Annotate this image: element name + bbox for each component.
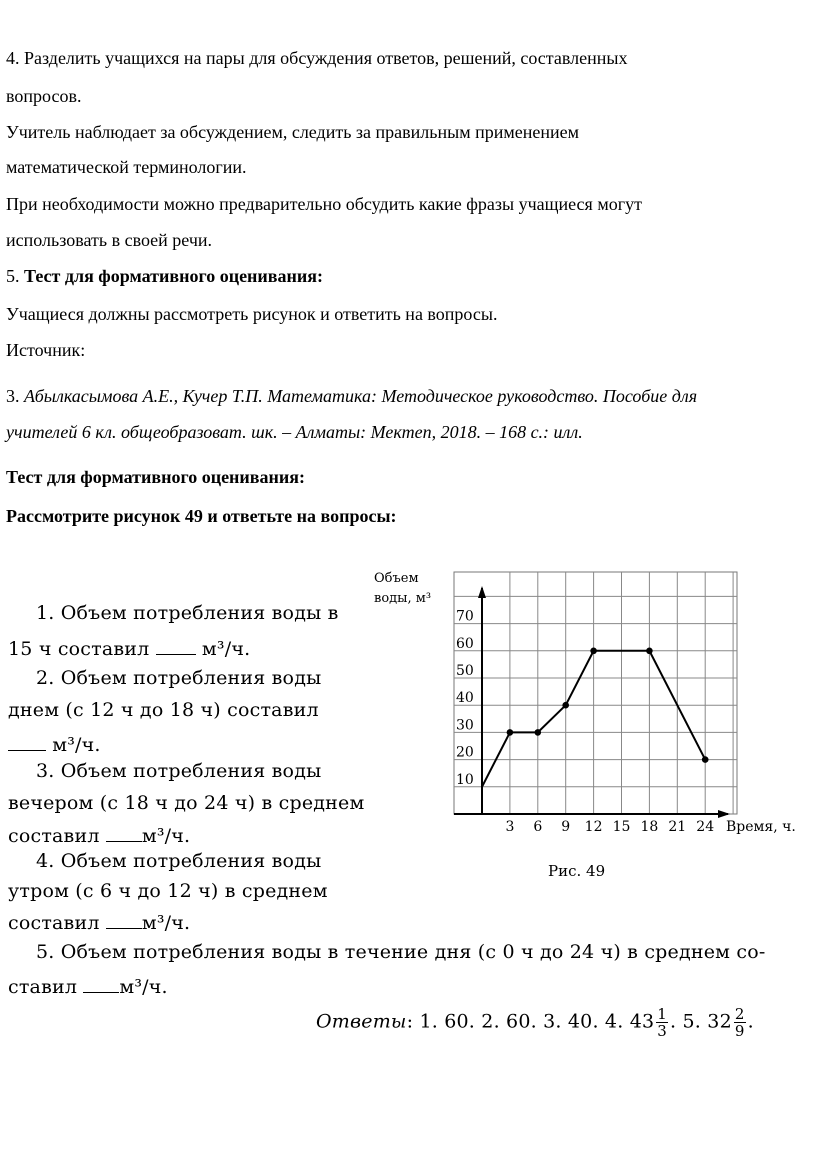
- answer-blank: [156, 635, 196, 655]
- task-text: составил: [8, 825, 100, 847]
- y-tick-label: 20: [456, 744, 474, 761]
- section-title: Тест для формативного оценивания:: [24, 266, 323, 286]
- reference-number: 3.: [6, 386, 20, 406]
- task-text: составил: [8, 912, 100, 934]
- task-5-line: 5. Объем потребления воды в течение дня (с 0 ч до 24 ч) в среднем со-: [36, 941, 766, 963]
- fraction-numerator: 2: [734, 1005, 745, 1023]
- data-point: [590, 648, 597, 655]
- task-1-line: [8, 635, 250, 660]
- text-line: При необходимости можно предварительно обсудить какие фразы учащиеся могут: [6, 194, 642, 214]
- text-line: Источник:: [6, 340, 86, 360]
- reference-text: Абылкасымова А.Е., Кучер Т.П. Математика: Методическое руководство. Пособие для: [24, 386, 698, 406]
- data-point: [646, 648, 653, 655]
- data-point: [507, 729, 514, 736]
- grid-frame: [454, 572, 737, 814]
- fraction: [656, 1006, 668, 1039]
- answer-blank: [8, 731, 46, 751]
- task-2-line: [8, 731, 101, 756]
- section-heading: [6, 266, 323, 287]
- task-3-line: вечером (с 18 ч до 24 ч) в среднем: [8, 792, 365, 814]
- data-point: [562, 702, 569, 709]
- y-axis-arrow: [478, 586, 486, 598]
- text-line: математической терминологии.: [6, 157, 247, 177]
- x-tick-label: 21: [668, 819, 687, 835]
- x-tick-label: 15: [612, 819, 631, 835]
- x-axis-arrow: [718, 810, 730, 818]
- y-tick-label: 10: [456, 771, 474, 788]
- answer-blank: [106, 822, 142, 842]
- y-tick-label: 50: [456, 663, 474, 679]
- chart-axes: [454, 586, 730, 818]
- x-axis-label: Время, ч.: [726, 819, 796, 835]
- fraction-denominator: 9: [734, 1022, 745, 1040]
- answers-label: Ответы: [316, 1010, 407, 1033]
- task-4-line: 4. Объем потребления воды: [36, 850, 322, 872]
- task-4-line: утром (с 6 ч до 12 ч) в среднем: [8, 880, 328, 902]
- x-tick-label: 6: [533, 819, 543, 835]
- task-text: ставил: [8, 976, 78, 998]
- text-line: Учащиеся должны рассмотреть рисунок и ответить на вопросы.: [6, 304, 498, 324]
- heading: Тест для формативного оценивания:: [6, 467, 305, 487]
- task-2-line: днем (с 12 ч до 18 ч) составил: [8, 699, 319, 721]
- y-axis-label: Объем: [374, 571, 419, 586]
- task-text: м³/ч.: [119, 976, 168, 998]
- task-text: м³/ч.: [141, 825, 191, 847]
- task-text: м³/ч.: [141, 912, 191, 934]
- fraction: [734, 1006, 746, 1039]
- y-tick-label: 40: [456, 690, 474, 707]
- task-2-line: 2. Объем потребления воды: [36, 667, 322, 689]
- section-number: 5.: [6, 266, 20, 286]
- chart-ticks: [456, 609, 714, 835]
- task-text: м³/ч.: [52, 734, 101, 756]
- task-4-line: [8, 909, 190, 934]
- x-tick-label: 9: [561, 819, 571, 835]
- y-tick-label: 70: [456, 608, 474, 625]
- answers-values: .: [747, 1010, 754, 1033]
- x-tick-label: 18: [640, 819, 659, 835]
- task-1-line: 1. Объем потребления воды в: [36, 602, 339, 624]
- text-line: Учитель наблюдает за обсуждением, следить за правильным применением: [6, 122, 579, 142]
- heading: Рассмотрите рисунок 49 и ответьте на вопросы:: [6, 506, 397, 526]
- task-3-line: [8, 822, 190, 847]
- data-point: [702, 756, 709, 763]
- task-5-line: [8, 973, 168, 998]
- task-text: м³/ч.: [201, 638, 251, 660]
- x-tick-label: 12: [584, 819, 603, 835]
- y-axis-label: воды, м³: [374, 591, 432, 606]
- answers-values: 1. 60. 2. 60. 3. 40. 4. 43: [419, 1010, 655, 1033]
- source-reference: [6, 386, 697, 407]
- answer-blank: [106, 909, 142, 929]
- y-tick-label: 30: [456, 717, 474, 734]
- y-tick-label: 60: [456, 635, 474, 652]
- chart-grid: [454, 572, 737, 814]
- answers-values: . 5. 32: [670, 1010, 732, 1033]
- fraction-denominator: 3: [657, 1022, 668, 1040]
- text-line: 4. Разделить учащихся на пары для обсуждения ответов, решений, составленных: [6, 48, 628, 68]
- data-point: [535, 729, 542, 736]
- answer-blank: [83, 973, 119, 993]
- task-3-line: 3. Объем потребления воды: [36, 760, 322, 782]
- x-tick-label: 3: [505, 819, 515, 835]
- reference-text: учителей 6 кл. общеобразоват. шк. – Алматы: Мектеп, 2018. – 168 с.: илл.: [6, 422, 583, 442]
- water-consumption-chart: [360, 560, 800, 890]
- figure-caption: Рис. 49: [548, 862, 606, 880]
- text-line: использовать в своей речи.: [6, 230, 213, 250]
- answers-line: [316, 1006, 754, 1039]
- text-line: вопросов.: [6, 86, 82, 106]
- x-tick-label: 24: [696, 819, 715, 835]
- chart-series: [482, 648, 709, 787]
- fraction-numerator: 1: [657, 1005, 668, 1023]
- task-text: 15 ч составил: [8, 638, 150, 660]
- answers-colon: :: [406, 1010, 414, 1033]
